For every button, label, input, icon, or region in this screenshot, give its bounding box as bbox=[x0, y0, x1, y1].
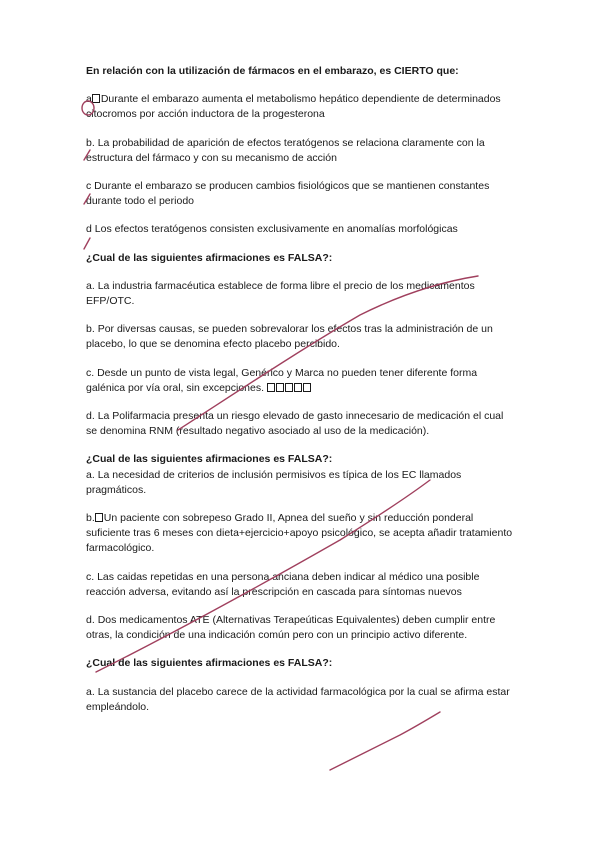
missing-glyph-box bbox=[276, 383, 284, 392]
question-3-option-b bbox=[86, 511, 516, 557]
option-prefix: d. bbox=[86, 614, 95, 627]
option-text: Un paciente con sobrepeso Grado II, Apnea del sueño y sin reducción ponderal suficiente tras 6 meses con dieta+ejercicio+apoyo psicológico, se acepta añadir tratamiento farmacológico. bbox=[86, 512, 513, 555]
missing-glyph-box bbox=[303, 383, 311, 392]
option-text: La probabilidad de aparición de efectos teratógenos se relaciona claramente con la estructura del fármaco y con su mecanismo de acción bbox=[86, 136, 485, 164]
option-text: Durante el embarazo aumenta el metabolismo hepático dependiente de determinados citocromos por acción inductora de la progesterona bbox=[86, 93, 501, 121]
option-prefix: b. bbox=[86, 323, 95, 336]
question-3-option-d bbox=[86, 613, 516, 643]
question-3-title: ¿Cual de las siguientes afirmaciones es FALSA?: bbox=[86, 453, 333, 466]
question-4-option-a bbox=[86, 685, 516, 715]
option-prefix: a. bbox=[86, 685, 95, 698]
option-prefix: b. bbox=[86, 136, 95, 149]
option-text: La Polifarmacia presenta un riesgo elevado de gasto innecesario de medicación el cual se denomina RNM (resultado negativo asociado al uso de la medicación). bbox=[86, 410, 504, 438]
option-prefix: a. bbox=[86, 279, 95, 292]
option-text: Los efectos teratógenos consisten exclusivamente en anomalías morfológicas bbox=[94, 223, 458, 236]
option-text: La industria farmacéutica establece de forma libre el precio de los medicamentos EFP/OTC. bbox=[86, 279, 475, 308]
strike-stroke-mark bbox=[330, 712, 440, 770]
question-1-option-b bbox=[86, 136, 516, 166]
question-1-option-d bbox=[86, 222, 516, 237]
option-prefix: c. bbox=[86, 366, 95, 379]
missing-glyph-box bbox=[267, 383, 275, 392]
option-prefix: a bbox=[86, 93, 92, 106]
question-1-option-a bbox=[86, 92, 516, 122]
option-prefix: c. bbox=[86, 570, 95, 583]
option-text: Las caidas repetidas en una persona anciana deben indicar al médico una posible reacción adversa, evitando así la prescripción en cascada para síntomas nuevos bbox=[86, 570, 480, 598]
missing-glyph-box bbox=[285, 383, 293, 392]
option-text: Por diversas causas, se pueden sobrevalorar los efectos tras la administración de un placebo, lo que se denomina efecto placebo percibido. bbox=[86, 323, 493, 351]
exam-content bbox=[86, 64, 516, 715]
option-text: La necesidad de criterios de inclusión permisivos es típica de los EC llamados pragmáticos. bbox=[86, 468, 462, 496]
question-2-title: ¿Cual de las siguientes afirmaciones es FALSA?: bbox=[86, 251, 333, 264]
question-2-option-d bbox=[86, 409, 516, 439]
option-prefix: a. bbox=[86, 468, 95, 481]
option-text: La sustancia del placebo carece de la actividad farmacológica por la cual se afirma estar empleándolo. bbox=[86, 685, 510, 713]
missing-glyph-box bbox=[294, 383, 302, 392]
question-3-option-c bbox=[86, 570, 516, 600]
question-1-option-c bbox=[86, 179, 516, 209]
option-text: Desde un punto de vista legal, Genérico y Marca no pueden tener diferente forma galénica por vía oral, sin excepciones. bbox=[86, 366, 478, 394]
option-prefix: d. bbox=[86, 410, 95, 423]
question-4-title: ¿Cual de las siguientes afirmaciones es FALSA?: bbox=[86, 657, 333, 670]
missing-glyph-box bbox=[92, 94, 100, 103]
option-prefix: c bbox=[86, 180, 92, 193]
option-prefix: b. bbox=[86, 512, 95, 525]
option-text: Durante el embarazo se producen cambios fisiológicos que se mantienen constantes durante todo el periodo bbox=[86, 180, 490, 208]
question-2-option-a bbox=[86, 279, 516, 309]
question-1-title: En relación con la utilización de fármacos en el embarazo, es CIERTO que: bbox=[86, 65, 459, 77]
missing-glyph-box bbox=[95, 513, 103, 522]
question-3-option-a bbox=[86, 468, 516, 498]
option-text: Dos medicamentos ATE (Alternativas Terapeúticas Equivalentes) deben cumplir entre otras, la condición de una indicación común pero con un principio activo diferente. bbox=[86, 614, 496, 642]
question-2-option-b bbox=[86, 322, 516, 352]
option-prefix: d bbox=[86, 223, 92, 236]
question-2-option-c bbox=[86, 366, 516, 396]
